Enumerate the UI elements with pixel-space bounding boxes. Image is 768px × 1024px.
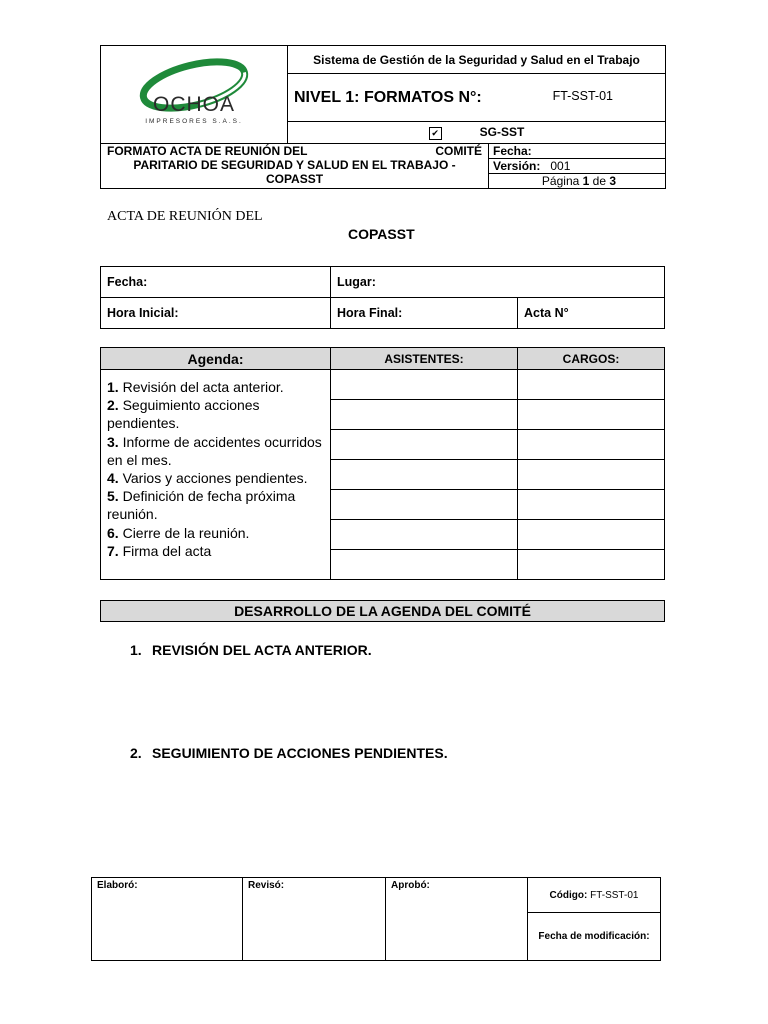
page-meta (489, 174, 666, 189)
cargo-cell[interactable] (518, 460, 665, 490)
agenda-list (101, 370, 331, 580)
cargos-header: CARGOS: (518, 348, 665, 370)
asistente-cell[interactable] (331, 520, 518, 550)
agenda-header: Agenda: (101, 348, 331, 370)
agenda-item: 1. Revisión del acta anterior. (107, 379, 284, 395)
format-title-line3: COPASST (265, 172, 324, 186)
agenda-item: 5. Definición de fecha próxima reunión. (107, 488, 296, 523)
asistente-cell[interactable] (331, 490, 518, 520)
asistente-cell[interactable] (331, 400, 518, 430)
logo-name: OCHOA (152, 93, 236, 116)
nivel-row (288, 74, 666, 122)
cargo-cell[interactable] (518, 430, 665, 460)
page-total: 3 (609, 174, 617, 188)
version-label: Versión: (493, 159, 541, 173)
version-meta (489, 159, 666, 174)
asistente-cell[interactable] (331, 430, 518, 460)
format-title (101, 144, 489, 189)
ochoa-logo (134, 53, 254, 133)
format-code: FT-SST-01 (552, 88, 613, 103)
system-title: Sistema de Gestión de la Seguridad y Salud en el Trabajo (288, 46, 666, 74)
cargo-cell[interactable] (518, 370, 665, 400)
logo-subtitle: IMPRESORES S.A.S. (145, 118, 243, 125)
sg-sst-label: SG-SST (479, 125, 525, 140)
agenda-item: 3. Informe de accidentes ocurridos en el mes. (107, 433, 322, 468)
check-icon[interactable]: ✔ (429, 127, 442, 140)
sg-sst-row (288, 122, 666, 144)
version-value: 001 (550, 159, 571, 173)
agenda-item: 6. Cierre de la reunión. (107, 524, 250, 541)
acta-no-field[interactable]: Acta N° (518, 298, 665, 329)
section-title: REVISIÓN DEL ACTA ANTERIOR. (152, 642, 372, 658)
codigo-label: Código: (549, 889, 588, 901)
codigo-cell (528, 878, 661, 913)
format-title-line1-right: COMITÉ (435, 144, 482, 158)
fecha-meta (489, 144, 666, 159)
agenda-table (100, 347, 665, 580)
format-title-line1-left: FORMATO ACTA DE REUNIÓN DEL (107, 144, 308, 158)
agenda-item: 7. Firma del acta (107, 542, 212, 559)
nivel-label: NIVEL 1: FORMATOS N°: (294, 88, 482, 106)
section-title: SEGUIMIENTO DE ACCIONES PENDIENTES. (152, 745, 448, 761)
section-number: 1. (130, 642, 142, 658)
page-current: 1 (582, 174, 590, 188)
meeting-data-table (100, 266, 665, 329)
reviso-cell[interactable]: Revisó: (243, 878, 386, 961)
approval-footer (91, 877, 661, 961)
cargo-cell[interactable] (518, 520, 665, 550)
elaboro-cell[interactable]: Elaboró: (92, 878, 243, 961)
hora-inicial-field[interactable]: Hora Inicial: (101, 298, 331, 329)
cargo-cell[interactable] (518, 490, 665, 520)
asistente-cell[interactable] (331, 370, 518, 400)
page-of: de (592, 174, 607, 188)
cargo-cell[interactable] (518, 400, 665, 430)
agenda-item: 2. Seguimiento acciones pendientes. (107, 397, 260, 432)
agenda-item: 4. Varios y acciones pendientes. (107, 470, 308, 487)
codigo-value: FT-SST-01 (590, 889, 639, 901)
asistente-cell[interactable] (331, 550, 518, 580)
document-header (100, 45, 666, 189)
asistente-cell[interactable] (331, 460, 518, 490)
hora-final-field[interactable]: Hora Final: (331, 298, 518, 329)
acta-title: ACTA DE REUNIÓN DEL (107, 209, 263, 224)
lugar-field[interactable]: Lugar: (331, 267, 665, 298)
aprobo-cell[interactable]: Aprobó: (386, 878, 528, 961)
section-number: 2. (130, 745, 142, 761)
fecha-field[interactable]: Fecha: (101, 267, 331, 298)
asistentes-header: ASISTENTES: (331, 348, 518, 370)
page-prefix: Página (541, 174, 580, 188)
section-heading (130, 642, 372, 658)
cargo-cell[interactable] (518, 550, 665, 580)
logo-cell (101, 46, 288, 144)
fecha-meta-label: Fecha: (493, 144, 532, 158)
format-title-line2: PARITARIO DE SEGURIDAD Y SALUD EN EL TRABAJO - (133, 158, 456, 172)
fecha-modificacion-cell: Fecha de modificación: (528, 913, 661, 961)
desarrollo-header: DESARROLLO DE LA AGENDA DEL COMITÉ (100, 600, 665, 622)
copasst-title: COPASST (348, 226, 415, 242)
section-heading (130, 745, 448, 761)
